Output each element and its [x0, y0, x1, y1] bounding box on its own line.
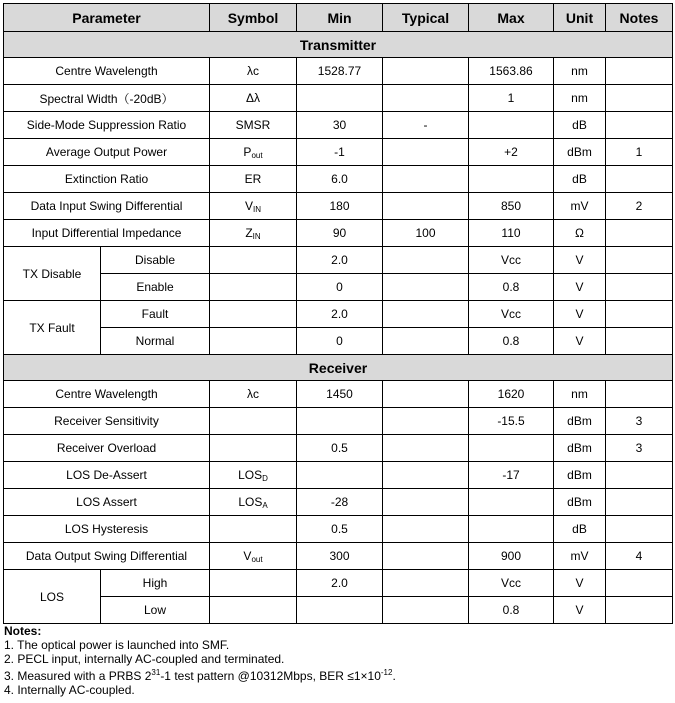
- table-row: [4, 58, 673, 85]
- param-cell: Input Differential Impedance: [4, 220, 210, 247]
- table-row: [4, 112, 673, 139]
- symbol-cell: [210, 462, 297, 489]
- min-cell: -28: [297, 489, 383, 516]
- param-cell: LOS Hysteresis: [4, 516, 210, 543]
- sub-param-cell: Fault: [101, 301, 210, 328]
- param-cell: Extinction Ratio: [4, 166, 210, 193]
- typical-cell: [383, 462, 469, 489]
- param-group-cell: TX Disable: [4, 247, 101, 301]
- symbol-cell: [210, 435, 297, 462]
- unit-cell: dBm: [554, 489, 606, 516]
- unit-cell: V: [554, 570, 606, 597]
- typical-cell: [383, 58, 469, 85]
- symbol-main: Z: [245, 225, 253, 240]
- col-header-notes: Notes: [606, 4, 673, 32]
- sub-param-cell: Disable: [101, 247, 210, 274]
- typical-cell: [383, 85, 469, 112]
- notes-cell: [606, 247, 673, 274]
- col-header-symbol: Symbol: [210, 4, 297, 32]
- symbol-cell: Δλ: [210, 85, 297, 112]
- max-cell: Vcc: [469, 247, 554, 274]
- sub-param-cell: High: [101, 570, 210, 597]
- table-row: [4, 85, 673, 112]
- symbol-cell: [210, 489, 297, 516]
- table-row: [4, 543, 673, 570]
- symbol-main: P: [243, 144, 252, 159]
- typical-cell: [383, 597, 469, 624]
- typical-cell: [383, 301, 469, 328]
- max-cell: 1620: [469, 381, 554, 408]
- symbol-cell: [210, 570, 297, 597]
- symbol-subscript: A: [262, 500, 268, 510]
- unit-cell: nm: [554, 85, 606, 112]
- max-cell: -15.5: [469, 408, 554, 435]
- param-cell: Receiver Overload: [4, 435, 210, 462]
- symbol-cell: [210, 220, 297, 247]
- min-cell: 1450: [297, 381, 383, 408]
- typical-cell: [383, 381, 469, 408]
- table-row: [4, 462, 673, 489]
- symbol-cell: λc: [210, 381, 297, 408]
- notes-cell: [606, 274, 673, 301]
- max-cell: 1563.86: [469, 58, 554, 85]
- col-header-unit: Unit: [554, 4, 606, 32]
- min-cell: 6.0: [297, 166, 383, 193]
- typical-cell: [383, 328, 469, 355]
- unit-cell: V: [554, 247, 606, 274]
- unit-cell: dBm: [554, 462, 606, 489]
- note-4: 4. Internally AC-coupled.: [4, 683, 135, 697]
- table-header-row: [4, 4, 673, 32]
- table-row: [4, 570, 673, 597]
- max-cell: Vcc: [469, 301, 554, 328]
- max-cell: 110: [469, 220, 554, 247]
- max-cell: 1: [469, 85, 554, 112]
- sub-param-cell: Low: [101, 597, 210, 624]
- notes-cell: [606, 597, 673, 624]
- unit-cell: Ω: [554, 220, 606, 247]
- param-group-cell: TX Fault: [4, 301, 101, 355]
- symbol-cell: [210, 139, 297, 166]
- notes-cell: [606, 220, 673, 247]
- unit-cell: dB: [554, 516, 606, 543]
- param-cell: Receiver Sensitivity: [4, 408, 210, 435]
- param-cell: Centre Wavelength: [4, 381, 210, 408]
- section-row-receiver: [4, 355, 673, 381]
- param-group-cell: LOS: [4, 570, 101, 624]
- typical-cell: [383, 408, 469, 435]
- symbol-subscript: out: [251, 150, 263, 160]
- unit-cell: dB: [554, 166, 606, 193]
- min-cell: 0.5: [297, 516, 383, 543]
- table-row: [4, 301, 673, 328]
- typical-cell: [383, 570, 469, 597]
- col-header-min: Min: [297, 4, 383, 32]
- notes-cell: [606, 58, 673, 85]
- min-cell: [297, 85, 383, 112]
- table-row: [4, 597, 673, 624]
- specification-table: [3, 3, 673, 624]
- table-row: [4, 220, 673, 247]
- table-row: [4, 247, 673, 274]
- col-header-max: Max: [469, 4, 554, 32]
- unit-cell: dBm: [554, 435, 606, 462]
- symbol-cell: [210, 597, 297, 624]
- symbol-cell: [210, 408, 297, 435]
- table-row: [4, 516, 673, 543]
- note-2: 2. PECL input, internally AC-coupled and terminated.: [4, 652, 285, 666]
- param-cell: Centre Wavelength: [4, 58, 210, 85]
- min-cell: -1: [297, 139, 383, 166]
- notes-cell: [606, 462, 673, 489]
- typical-cell: [383, 543, 469, 570]
- col-header-typical: Typical: [383, 4, 469, 32]
- min-cell: 30: [297, 112, 383, 139]
- symbol-cell: SMSR: [210, 112, 297, 139]
- min-cell: [297, 462, 383, 489]
- unit-cell: dB: [554, 112, 606, 139]
- max-cell: 0.8: [469, 274, 554, 301]
- min-cell: 2.0: [297, 301, 383, 328]
- max-cell: [469, 112, 554, 139]
- unit-cell: mV: [554, 193, 606, 220]
- notes-cell: [606, 570, 673, 597]
- param-cell: Spectral Width（-20dB）: [4, 85, 210, 112]
- col-header-parameter: Parameter: [4, 4, 210, 32]
- typical-cell: [383, 516, 469, 543]
- min-cell: 2.0: [297, 570, 383, 597]
- note-3-text-c: .: [392, 669, 396, 683]
- unit-cell: V: [554, 301, 606, 328]
- table-row: [4, 408, 673, 435]
- param-cell: Side-Mode Suppression Ratio: [4, 112, 210, 139]
- max-cell: 0.8: [469, 328, 554, 355]
- min-cell: 0: [297, 274, 383, 301]
- notes-cell: 4: [606, 543, 673, 570]
- typical-cell: 100: [383, 220, 469, 247]
- max-cell: [469, 166, 554, 193]
- unit-cell: nm: [554, 58, 606, 85]
- unit-cell: mV: [554, 543, 606, 570]
- notes-cell: [606, 328, 673, 355]
- typical-cell: [383, 435, 469, 462]
- param-cell: Average Output Power: [4, 139, 210, 166]
- max-cell: [469, 489, 554, 516]
- typical-cell: [383, 274, 469, 301]
- table-row: [4, 381, 673, 408]
- unit-cell: dBm: [554, 408, 606, 435]
- note-3-text-b: -1 test pattern @10312Mbps, BER ≤1×10: [160, 669, 381, 683]
- max-cell: -17: [469, 462, 554, 489]
- note-3-text-a: 3. Measured with a PRBS 2: [4, 669, 152, 683]
- param-cell: LOS De-Assert: [4, 462, 210, 489]
- typical-cell: [383, 489, 469, 516]
- max-cell: [469, 435, 554, 462]
- notes-cell: 1: [606, 139, 673, 166]
- unit-cell: V: [554, 328, 606, 355]
- symbol-cell: [210, 328, 297, 355]
- symbol-cell: [210, 274, 297, 301]
- unit-cell: V: [554, 274, 606, 301]
- notes-cell: [606, 85, 673, 112]
- min-cell: 0: [297, 328, 383, 355]
- symbol-main: LOS: [238, 467, 263, 482]
- unit-cell: V: [554, 597, 606, 624]
- table-row: [4, 328, 673, 355]
- min-cell: 1528.77: [297, 58, 383, 85]
- max-cell: 0.8: [469, 597, 554, 624]
- max-cell: 850: [469, 193, 554, 220]
- table-row: [4, 274, 673, 301]
- section-title-receiver: Receiver: [4, 355, 673, 381]
- min-cell: [297, 597, 383, 624]
- table-row: [4, 193, 673, 220]
- max-cell: Vcc: [469, 570, 554, 597]
- notes-title: Notes:: [4, 624, 42, 638]
- notes-cell: [606, 381, 673, 408]
- param-cell: Data Input Swing Differential: [4, 193, 210, 220]
- notes-cell: 2: [606, 193, 673, 220]
- table-row: [4, 435, 673, 462]
- min-cell: 0.5: [297, 435, 383, 462]
- typical-cell: [383, 247, 469, 274]
- notes-cell: [606, 301, 673, 328]
- symbol-subscript: out: [251, 554, 263, 564]
- symbol-cell: [210, 247, 297, 274]
- symbol-subscript: IN: [252, 231, 261, 241]
- note-3: [4, 666, 664, 683]
- notes-cell: [606, 489, 673, 516]
- notes-cell: [606, 166, 673, 193]
- symbol-main: LOS: [238, 494, 263, 509]
- section-row-transmitter: [4, 32, 673, 58]
- min-cell: 2.0: [297, 247, 383, 274]
- typical-cell: [383, 139, 469, 166]
- sub-param-cell: Enable: [101, 274, 210, 301]
- symbol-main: V: [244, 198, 253, 213]
- note-1: 1. The optical power is launched into SMF.: [4, 638, 230, 652]
- symbol-cell: [210, 301, 297, 328]
- notes-cell: [606, 516, 673, 543]
- min-cell: 180: [297, 193, 383, 220]
- typical-cell: [383, 166, 469, 193]
- max-cell: 900: [469, 543, 554, 570]
- notes-cell: 3: [606, 435, 673, 462]
- typical-cell: [383, 193, 469, 220]
- table-row: [4, 139, 673, 166]
- symbol-subscript: D: [262, 473, 268, 483]
- note-3-exponent-b: -12: [380, 668, 393, 677]
- sub-param-cell: Normal: [101, 328, 210, 355]
- unit-cell: nm: [554, 381, 606, 408]
- param-cell: LOS Assert: [4, 489, 210, 516]
- min-cell: 90: [297, 220, 383, 247]
- typical-cell: -: [383, 112, 469, 139]
- symbol-cell: λc: [210, 58, 297, 85]
- symbol-cell: [210, 516, 297, 543]
- unit-cell: dBm: [554, 139, 606, 166]
- table-row: [4, 489, 673, 516]
- symbol-cell: ER: [210, 166, 297, 193]
- symbol-subscript: IN: [253, 204, 261, 214]
- table-row: [4, 166, 673, 193]
- min-cell: [297, 408, 383, 435]
- max-cell: [469, 516, 554, 543]
- notes-section: [4, 624, 664, 697]
- section-title-transmitter: Transmitter: [4, 32, 673, 58]
- note-3-exponent-a: 31: [151, 668, 161, 677]
- notes-cell: [606, 112, 673, 139]
- param-cell: Data Output Swing Differential: [4, 543, 210, 570]
- symbol-cell: [210, 543, 297, 570]
- notes-cell: 3: [606, 408, 673, 435]
- symbol-cell: [210, 193, 297, 220]
- min-cell: 300: [297, 543, 383, 570]
- max-cell: +2: [469, 139, 554, 166]
- symbol-main: V: [243, 548, 252, 563]
